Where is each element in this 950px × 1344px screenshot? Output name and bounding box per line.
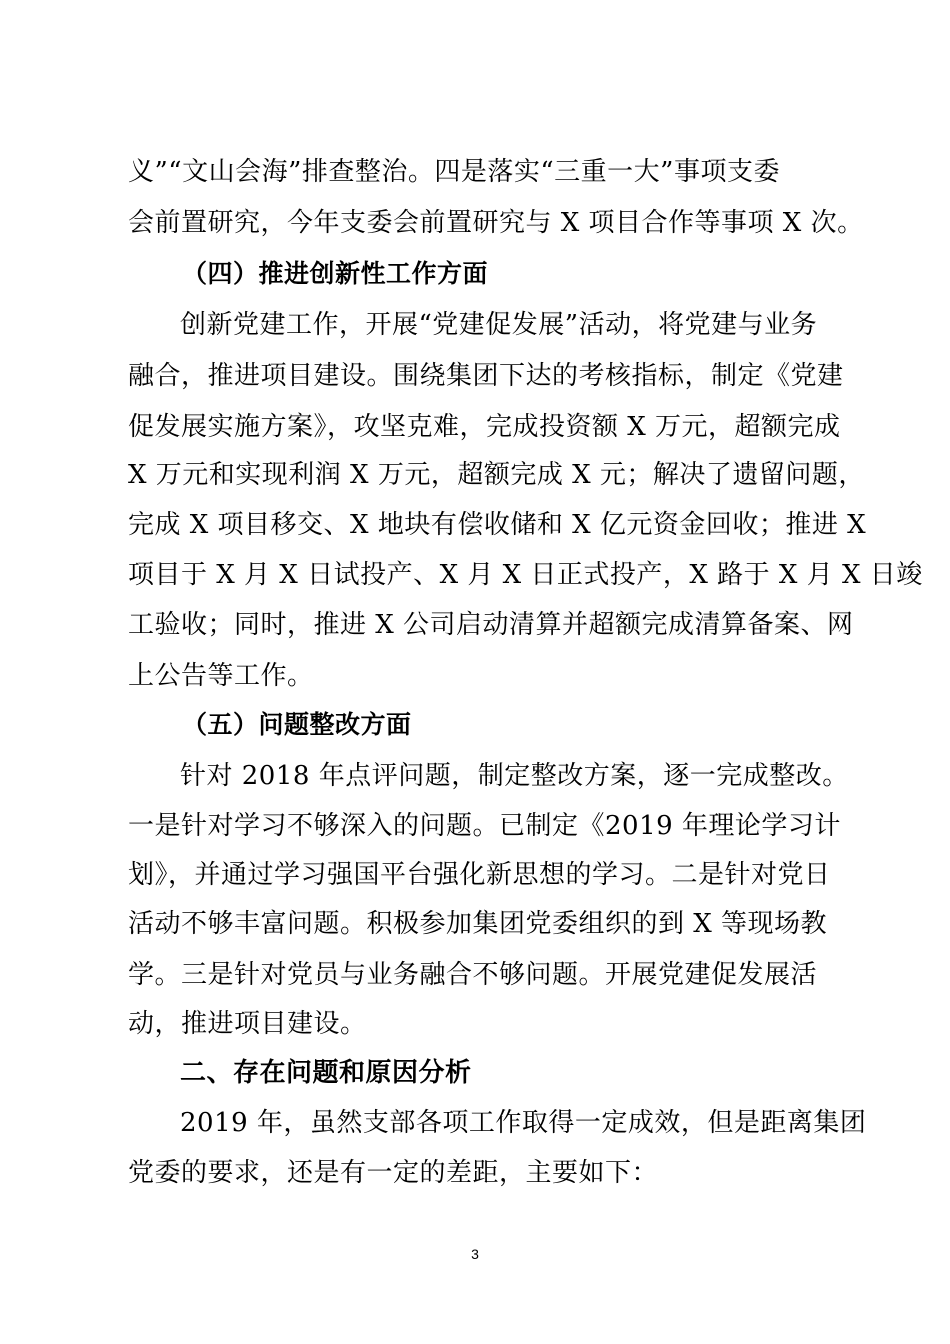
paragraph-line: 学。三是针对党员与业务融合不够问题。开展党建促发展活 xyxy=(128,960,818,990)
paragraph-line: 针对 2018 年点评问题，制定整改方案，逐一完成整改。 xyxy=(180,761,849,791)
paragraph-line: X 万元和实现利润 X 万元，超额完成 X 元；解决了遗留问题， xyxy=(128,460,865,490)
paragraph-line: 划》，并通过学习强国平台强化新思想的学习。二是针对党日 xyxy=(128,860,831,890)
paragraph-line: 促发展实施方案》，攻坚克难，完成投资额 X 万元，超额完成 xyxy=(128,412,841,442)
paragraph-line: 上公告等工作。 xyxy=(128,661,314,691)
paragraph-line: 义”“文山会海”排查整治。四是落实“三重一大”事项支委 xyxy=(128,157,780,187)
paragraph-line: 项目于 X 月 X 日试投产、X 月 X 日正式投产，X 路于 X 月 X 日竣 xyxy=(128,560,923,590)
paragraph-line: 党委的要求，还是有一定的差距，主要如下： xyxy=(128,1158,659,1188)
paragraph-line: 动，推进项目建设。 xyxy=(128,1009,367,1039)
paragraph-line: 工验收；同时，推进 X 公司启动清算并超额完成清算备案、网 xyxy=(128,610,854,640)
paragraph-line: 一是针对学习不够深入的问题。已制定《2019 年理论学习计 xyxy=(128,811,841,841)
paragraph-line: 活动不够丰富问题。积极参加集团党委组织的到 X 等现场教 xyxy=(128,909,828,939)
paragraph-line: 会前置研究，今年支委会前置研究与 X 项目合作等事项 X 次。 xyxy=(128,208,864,238)
page-number: 3 xyxy=(471,1246,479,1262)
paragraph-line: 完成 X 项目移交、X 地块有偿收储和 X 亿元资金回收；推进 X xyxy=(128,510,867,540)
section-heading-4: （四）推进创新性工作方面 xyxy=(182,259,489,288)
chapter-heading-2: 二、存在问题和原因分析 xyxy=(180,1058,472,1088)
paragraph-line: 2019 年，虽然支部各项工作取得一定成效，但是距离集团 xyxy=(180,1108,867,1138)
paragraph-line: 创新党建工作，开展“党建促发展”活动，将党建与业务 xyxy=(180,310,818,340)
section-heading-5: （五）问题整改方面 xyxy=(182,710,412,739)
paragraph-line: 融合，推进项目建设。围绕集团下达的考核指标，制定《党建 xyxy=(128,361,844,391)
